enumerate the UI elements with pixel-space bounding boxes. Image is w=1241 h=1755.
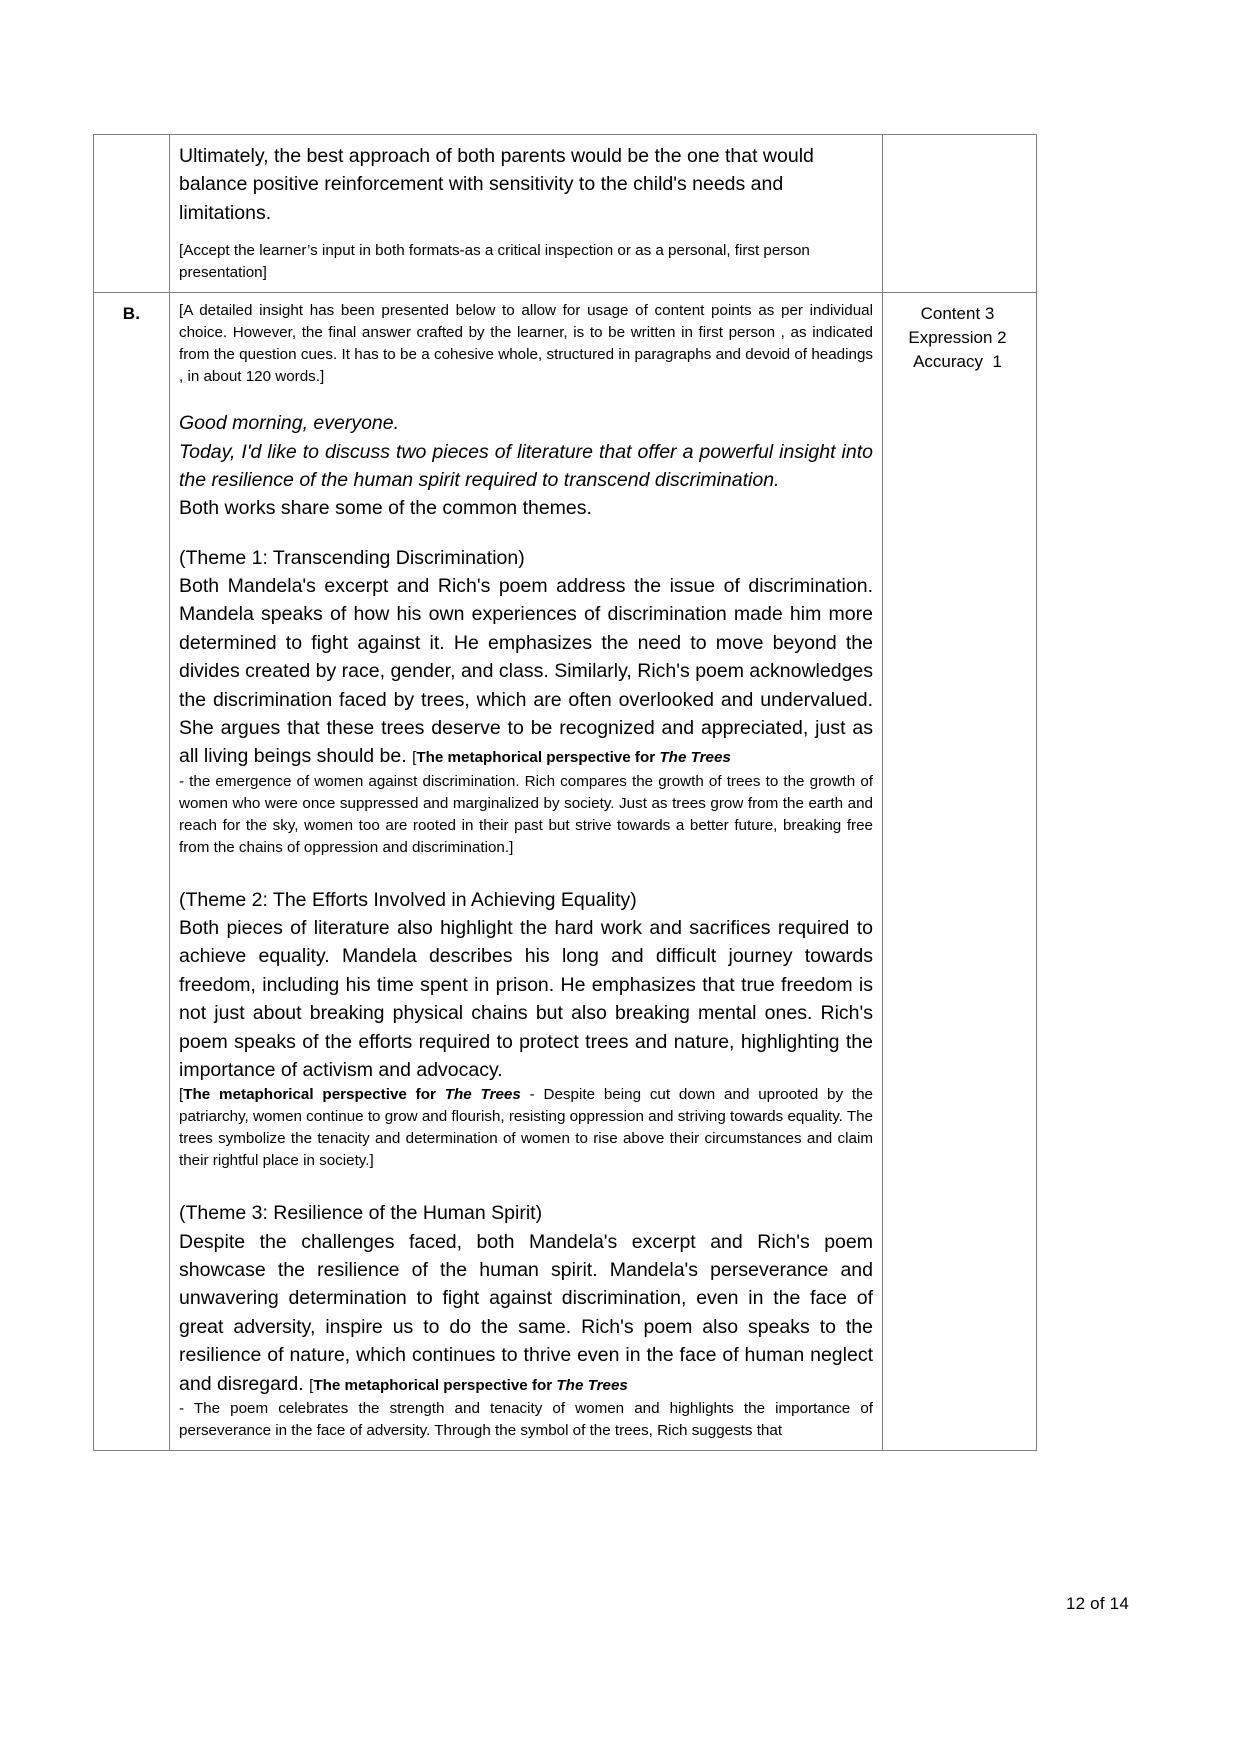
table-row <box>94 135 1037 293</box>
theme-3-paragraph: Despite the challenges faced, both Mandela's excerpt and Rich's poem showcase the resilience of the human spirit. Mandela's perseverance and unwavering determination to fight against discrimination, even in the face of great adversity, inspire us to do the same. Rich's poem also speaks to the resilience of nature, which continues to thrive even in the face of human neglect and disregard. [The metaphorical perspective for The Trees <box>179 1230 873 1395</box>
theme-1-note-inline: [The metaphorical perspective for The Trees <box>412 749 731 767</box>
marks-expression: Expression 2 <box>908 328 1007 348</box>
theme-2-note: [The metaphorical perspective for The Trees - Despite being cut down and uprooted by the patriarchy, women continue to grow and flourish, resisting oppression and striving towards equality. The trees symbolize the tenacity and determination of women to rise above their circumstances and claim their rightful place in society.] <box>179 1086 873 1170</box>
theme-2-heading: (Theme 2: The Efforts Involved in Achieving Equality) <box>179 888 637 911</box>
table-row <box>94 293 1037 1451</box>
speech-greeting: Good morning, everyone. <box>179 412 400 435</box>
theme-1-heading: (Theme 1: Transcending Discrimination) <box>179 546 525 569</box>
page-number: 12 of 14 <box>1065 1594 1129 1613</box>
question-label <box>94 135 169 146</box>
marks-cell <box>883 293 1037 1451</box>
theme-3-note-body: - The poem celebrates the strength and tenacity of women and highlights the importance of perseverance in the face of adversity. Through the symbol of the trees, Rich suggests that <box>179 1399 873 1439</box>
instruction-note: [A detailed insight has been presented below to allow for usage of content points as per individual choice. However, the final answer crafted by the learner, is to be written in first person , as indicated from the question cues. It has to be a cohesive whole, structured in paragraphs and devoid of headings , in about 120 words.] <box>179 302 873 386</box>
answer-key-table <box>93 134 1037 1451</box>
theme-1-note-body: - the emergence of women against discrimination. Rich compares the growth of trees to the growth of women who were once suppressed and marginalized by society. Just as trees grow from the earth and reach for the sky, women too are rooted in their past but strive towards a better future, breaking free from the chains of oppression and discrimination.] <box>179 772 873 856</box>
answer-paragraph: Ultimately, the best approach of both parents would be the one that would balance positive reinforcement with sensitivity to the child's needs and limitations. <box>179 145 814 224</box>
question-label-cell <box>94 135 170 293</box>
marks-cell <box>883 135 1037 293</box>
question-label-b: B. <box>122 304 141 324</box>
speech-themes-line: Both works share some of the common themes. <box>179 497 592 520</box>
theme-3-heading: (Theme 3: Resilience of the Human Spirit) <box>179 1202 543 1225</box>
speech-intro: Today, I'd like to discuss two pieces of literature that offer a powerful insight into the resilience of the human spirit required to transcend discrimination. <box>179 440 873 491</box>
theme-1-paragraph: Both Mandela's excerpt and Rich's poem address the issue of discrimination. Mandela speaks of how his own experiences of discrimination made him more determined to fight against it. He emphasizes the need to move beyond the divides created by race, gender, and class. Similarly, Rich's poem acknowledges the discrimination faced by trees, which are often overlooked and undervalued. She argues that these trees deserve to be recognized and appreciated, just as all living beings should be. [The metaphorical perspective for The Trees <box>179 575 873 768</box>
answer-body-cell <box>170 293 883 1451</box>
question-label-cell <box>94 293 170 1451</box>
marks-content: Content 3 <box>920 304 995 324</box>
answer-body-cell <box>170 135 883 293</box>
annotation-paragraph: [Accept the learner’s input in both formats-as a critical inspection or as a personal, first person presentation] <box>179 242 810 282</box>
theme-2-paragraph: Both pieces of literature also highlight the hard work and sacrifices required to achieve equality. Mandela describes his long and difficult journey towards freedom, including his time spent in prison. He emphasizes that true freedom is not just about breaking physical chains but also breaking mental ones. Rich's poem speaks of the efforts required to protect trees and nature, highlighting the importance of activism and advocacy. <box>179 917 873 1081</box>
marks-accuracy: Accuracy 1 <box>913 352 1002 372</box>
theme-3-note-inline: [The metaphorical perspective for The Trees <box>309 1376 628 1394</box>
